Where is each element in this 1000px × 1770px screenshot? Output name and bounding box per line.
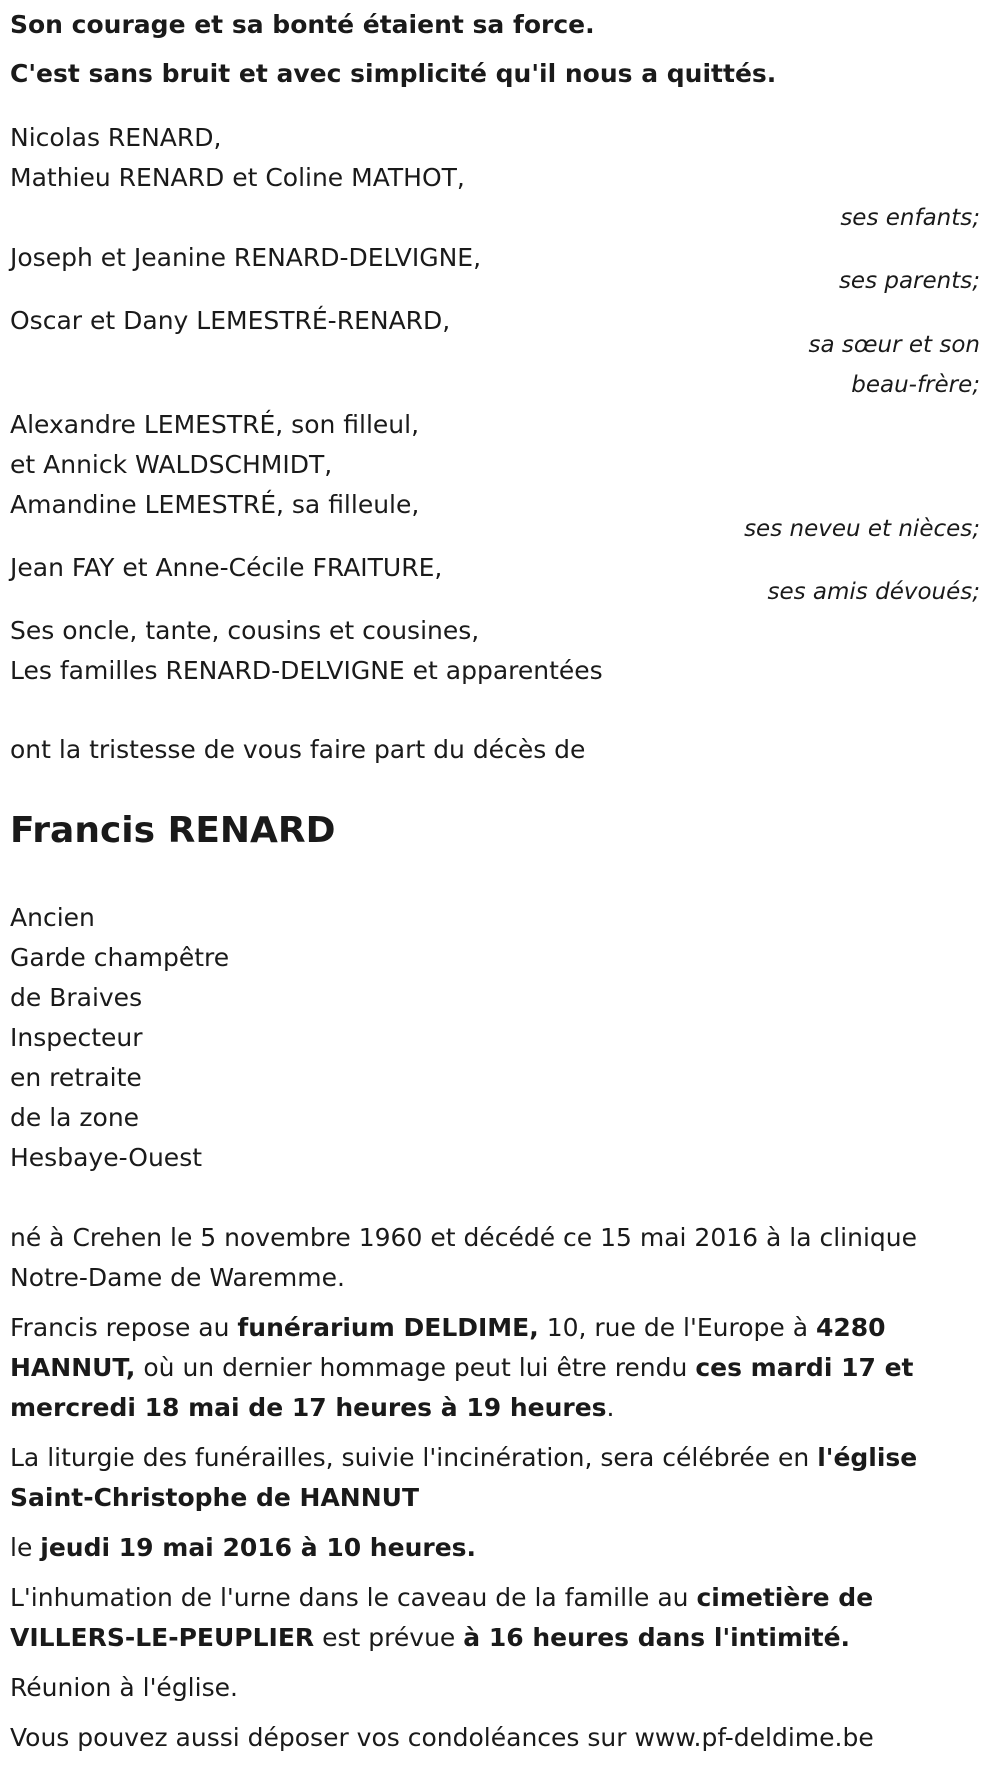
family-nephew-name-2: et Annick WALDSCHMIDT, <box>10 450 333 479</box>
deceased-title-1: Ancien <box>10 903 95 932</box>
repose-bold-1: funérarium DELDIME, <box>237 1313 539 1342</box>
family-children-name-2: Mathieu RENARD et Coline MATHOT, <box>10 163 465 192</box>
birth-death-paragraph: né à Crehen le 5 novembre 1960 et décédé ce 15 mai 2016 à la clinique Notre-Dame de Waremme. <box>10 1223 917 1292</box>
repose-text-2: 10, rue de l'Europe à <box>538 1313 816 1342</box>
deceased-title-4: Inspecteur <box>10 1023 143 1052</box>
repose-text-1: Francis repose au <box>10 1313 238 1342</box>
family-nephew-name-1: Alexandre LEMESTRÉ, son filleul, <box>10 410 420 439</box>
liturgie-text-1: La liturgie des funérailles, suivie l'incinération, sera célébrée en <box>10 1443 818 1472</box>
inhumation-paragraph <box>10 1578 985 1658</box>
date-bold-1: jeudi 19 mai 2016 à 10 heures. <box>40 1533 477 1562</box>
deceased-name: Francis RENARD <box>10 810 336 851</box>
quote-line-1: Son courage et sa bonté étaient sa force. <box>10 10 595 39</box>
family-parents-name: Joseph et Jeanine RENARD-DELVIGNE, <box>10 243 482 272</box>
ceremony-date-paragraph <box>10 1528 985 1568</box>
deceased-title-2: Garde champêtre <box>10 943 230 972</box>
family-parents-relation: ses parents; <box>838 268 980 294</box>
family-others-1: Ses oncle, tante, cousins et cousines, <box>10 616 480 645</box>
repose-text-3: où un dernier hommage peut lui être rendu <box>135 1353 696 1382</box>
family-sister-name: Oscar et Dany LEMESTRÉ-RENARD, <box>10 306 451 335</box>
deceased-title-3: de Braives <box>10 983 143 1012</box>
repose-text-4: . <box>606 1393 615 1422</box>
family-sister-relation-1: sa sœur et son <box>808 332 980 358</box>
reunion-text: Réunion à l'église. <box>10 1673 238 1702</box>
family-nephew-name-3: Amandine LEMESTRÉ, sa filleule, <box>10 490 420 519</box>
repose-bold-2: 4280 HANNUT, <box>10 1313 886 1382</box>
deceased-title-5: en retraite <box>10 1063 142 1092</box>
inhumation-text-2: est prévue <box>314 1623 464 1652</box>
inhumation-text-1: L'inhumation de l'urne dans le caveau de la famille au <box>10 1583 697 1612</box>
family-others-2: Les familles RENARD-DELVIGNE et apparentées <box>10 656 603 685</box>
deceased-title-6: de la zone <box>10 1103 140 1132</box>
family-friends-name: Jean FAY et Anne-Cécile FRAITURE, <box>10 553 443 582</box>
date-text-1: le <box>10 1533 41 1562</box>
inhumation-bold-2: à 16 heures dans l'intimité. <box>463 1623 851 1652</box>
announcement-text: ont la tristesse de vous faire part du décès de <box>10 735 586 764</box>
liturgie-paragraph <box>10 1438 985 1518</box>
repose-paragraph <box>10 1308 985 1428</box>
family-nephews-relation: ses neveu et nièces; <box>744 516 980 542</box>
deceased-title-7: Hesbaye-Ouest <box>10 1143 203 1172</box>
family-friends-relation: ses amis dévoués; <box>767 579 980 605</box>
liturgie-bold-1: l'église Saint-Christophe de HANNUT <box>10 1443 918 1512</box>
repose-bold-3: ces mardi 17 et mercredi 18 mai de 17 heures à 19 heures <box>10 1353 914 1422</box>
condolences-text: Vous pouvez aussi déposer vos condoléances sur www.pf-deldime.be <box>10 1723 874 1752</box>
quote-line-2: C'est sans bruit et avec simplicité qu'il nous a quittés. <box>10 59 777 88</box>
family-children-name-1: Nicolas RENARD, <box>10 123 222 152</box>
family-children-relation: ses enfants; <box>840 205 980 231</box>
family-sister-relation-2: beau-frère; <box>851 372 980 398</box>
inhumation-bold-1: cimetière de VILLERS-LE-PEUPLIER <box>10 1583 874 1652</box>
